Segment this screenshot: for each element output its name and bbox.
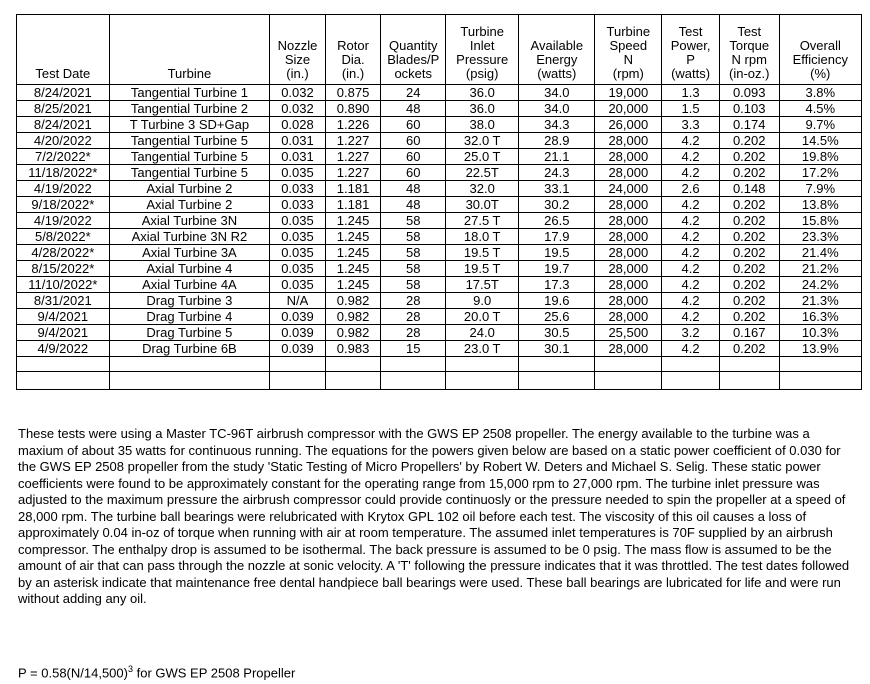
column-header-line: Dia. — [341, 52, 365, 67]
column-header-line: P — [686, 52, 695, 67]
table-cell: 38.0 — [446, 117, 519, 133]
table-cell: 1.245 — [325, 245, 381, 261]
table-cell: 22.5T — [446, 165, 519, 181]
table-row — [17, 181, 862, 197]
table-cell: 34.3 — [519, 117, 595, 133]
table-cell: 8/25/2021 — [17, 101, 110, 117]
table-cell: 21.4% — [779, 245, 861, 261]
table-cell: 26,000 — [595, 117, 662, 133]
column-header-line: Nozzle — [277, 38, 318, 53]
table-cell: 1.3 — [662, 85, 720, 101]
table-cell: 17.2% — [779, 165, 861, 181]
table-cell: 27.5 T — [446, 213, 519, 229]
table-cell: 58 — [381, 277, 446, 293]
table-cell: 17.3 — [519, 277, 595, 293]
table-cell: 30.0T — [446, 197, 519, 213]
column-header — [270, 15, 326, 85]
table-cell: 23.3% — [779, 229, 861, 245]
table-cell: 4/20/2022 — [17, 133, 110, 149]
table-cell: 1.245 — [325, 277, 381, 293]
table-cell: 58 — [381, 213, 446, 229]
table-cell: 21.1 — [519, 149, 595, 165]
column-header — [662, 15, 720, 85]
column-header-line: Speed — [609, 38, 648, 53]
table-cell: 48 — [381, 197, 446, 213]
power-formula — [18, 661, 295, 681]
table-cell: T Turbine 3 SD+Gap — [109, 117, 270, 133]
table-cell: 0.202 — [719, 261, 779, 277]
table-cell: 28,000 — [595, 213, 662, 229]
table-cell: 0.202 — [719, 341, 779, 357]
table-cell: Axial Turbine 3N R2 — [109, 229, 270, 245]
table-cell: 28,000 — [595, 229, 662, 245]
column-header-line: (in.) — [286, 66, 309, 81]
table-cell: 0.033 — [270, 181, 326, 197]
table-cell: 19.5 T — [446, 261, 519, 277]
table-cell: 0.202 — [719, 277, 779, 293]
table-cell: 34.0 — [519, 85, 595, 101]
table-cell: 36.0 — [446, 101, 519, 117]
table-cell: 4.2 — [662, 229, 720, 245]
table-cell: 48 — [381, 101, 446, 117]
table-cell: 19.5 — [519, 245, 595, 261]
table-cell: 9.0 — [446, 293, 519, 309]
table-cell: 24.2% — [779, 277, 861, 293]
table-cell: 0.039 — [270, 325, 326, 341]
table-cell: Axial Turbine 4 — [109, 261, 270, 277]
table-cell: 0.982 — [325, 325, 381, 341]
table-cell: 0.028 — [270, 117, 326, 133]
table-cell: Drag Turbine 5 — [109, 325, 270, 341]
table-cell: 1.245 — [325, 229, 381, 245]
table-cell: 28 — [381, 293, 446, 309]
table-cell: 0.039 — [270, 309, 326, 325]
table-cell: 0.035 — [270, 165, 326, 181]
table-cell: 0.202 — [719, 245, 779, 261]
column-header-line: Available — [530, 38, 584, 53]
table-cell: 1.227 — [325, 149, 381, 165]
table-row — [17, 277, 862, 293]
table-cell: 28,000 — [595, 133, 662, 149]
column-header-line: (watts) — [671, 66, 711, 81]
table-cell: 4.2 — [662, 309, 720, 325]
column-header-line: (in-oz.) — [729, 66, 770, 81]
table-cell: 1.227 — [325, 133, 381, 149]
column-header — [779, 15, 861, 85]
table-cell: 13.8% — [779, 197, 861, 213]
table-cell: 0.202 — [719, 293, 779, 309]
table-cell: 60 — [381, 149, 446, 165]
table-cell: 8/31/2021 — [17, 293, 110, 309]
column-header-line: ockets — [394, 66, 433, 81]
table-cell: 4.2 — [662, 133, 720, 149]
column-header-line: (watts) — [537, 66, 577, 81]
column-header-line: N rpm — [731, 52, 767, 67]
table-cell: 17.5T — [446, 277, 519, 293]
blank-row — [17, 357, 862, 372]
table-body — [17, 85, 862, 390]
table-cell: 4.2 — [662, 277, 720, 293]
table-cell: 3.3 — [662, 117, 720, 133]
column-header — [519, 15, 595, 85]
table-cell: 0.103 — [719, 101, 779, 117]
table-cell: 11/10/2022* — [17, 277, 110, 293]
table-cell: Axial Turbine 3A — [109, 245, 270, 261]
table-cell: 28,000 — [595, 341, 662, 357]
table-cell: 28,000 — [595, 197, 662, 213]
table-cell: 0.035 — [270, 245, 326, 261]
table-row — [17, 261, 862, 277]
table-cell: 0.167 — [719, 325, 779, 341]
column-header — [719, 15, 779, 85]
column-header-line: (psig) — [465, 66, 499, 81]
table-cell: 0.031 — [270, 133, 326, 149]
table-cell: 0.875 — [325, 85, 381, 101]
column-header — [381, 15, 446, 85]
column-header-line: Pressure — [456, 52, 509, 67]
table-cell: 0.035 — [270, 229, 326, 245]
table-cell: 7.9% — [779, 181, 861, 197]
table-cell: 4/19/2022 — [17, 181, 110, 197]
table-row — [17, 197, 862, 213]
table-cell: 21.3% — [779, 293, 861, 309]
table-cell: 4.2 — [662, 165, 720, 181]
table-cell: 28.9 — [519, 133, 595, 149]
table-cell: 19,000 — [595, 85, 662, 101]
column-header-line: Torque — [729, 38, 770, 53]
table-cell: 3.2 — [662, 325, 720, 341]
column-header — [109, 15, 270, 85]
column-header — [17, 15, 110, 85]
table-cell: 58 — [381, 245, 446, 261]
table-cell: 0.033 — [270, 197, 326, 213]
formula-suffix: for GWS EP 2508 Propeller — [133, 665, 296, 681]
table-cell: 60 — [381, 133, 446, 149]
table-cell: 14.5% — [779, 133, 861, 149]
table-cell: 0.035 — [270, 261, 326, 277]
table-cell: 1.5 — [662, 101, 720, 117]
table-cell: Tangential Turbine 1 — [109, 85, 270, 101]
table-cell: 17.9 — [519, 229, 595, 245]
table-cell: 16.3% — [779, 309, 861, 325]
results-table-container — [16, 14, 862, 390]
table-cell: 58 — [381, 261, 446, 277]
table-cell: 1.181 — [325, 181, 381, 197]
table-cell: 28,000 — [595, 149, 662, 165]
table-cell: 3.8% — [779, 85, 861, 101]
table-cell: 4/19/2022 — [17, 213, 110, 229]
table-cell: 4.5% — [779, 101, 861, 117]
table-cell: 0.035 — [270, 213, 326, 229]
table-cell: 11/18/2022* — [17, 165, 110, 181]
table-cell: 0.035 — [270, 277, 326, 293]
table-row — [17, 133, 862, 149]
table-cell: 9.7% — [779, 117, 861, 133]
table-cell: 0.202 — [719, 165, 779, 181]
table-row — [17, 293, 862, 309]
table-cell: Tangential Turbine 5 — [109, 165, 270, 181]
table-cell: 28 — [381, 325, 446, 341]
table-cell: 4.2 — [662, 197, 720, 213]
column-header-line: Turbine — [606, 24, 651, 39]
table-cell: 0.032 — [270, 85, 326, 101]
table-cell: Axial Turbine 2 — [109, 181, 270, 197]
table-cell: 5/8/2022* — [17, 229, 110, 245]
table-cell: 2.6 — [662, 181, 720, 197]
table-cell: 20.0 T — [446, 309, 519, 325]
table-cell: 8/24/2021 — [17, 85, 110, 101]
table-cell: 58 — [381, 229, 446, 245]
column-header-line: Inlet — [469, 38, 495, 53]
column-header-line: (rpm) — [612, 66, 644, 81]
table-row — [17, 149, 862, 165]
table-row — [17, 85, 862, 101]
column-header-line: (in.) — [341, 66, 365, 81]
table-cell: 28,000 — [595, 245, 662, 261]
table-cell: 19.7 — [519, 261, 595, 277]
column-header-line: Size — [284, 52, 311, 67]
table-cell: 0.148 — [719, 181, 779, 197]
table-row — [17, 341, 862, 357]
table-cell: 4/9/2022 — [17, 341, 110, 357]
table-cell: 0.982 — [325, 309, 381, 325]
table-cell: 4.2 — [662, 213, 720, 229]
table-cell: 0.032 — [270, 101, 326, 117]
table-cell: 28,000 — [595, 293, 662, 309]
column-header-line: Quantity — [389, 38, 438, 53]
table-cell: 60 — [381, 165, 446, 181]
table-cell: Drag Turbine 4 — [109, 309, 270, 325]
column-header-line: Power, — [670, 38, 711, 53]
table-cell: Tangential Turbine 5 — [109, 133, 270, 149]
column-header-line: Rotor — [337, 38, 369, 53]
table-cell: 4.2 — [662, 261, 720, 277]
column-header-line: Test — [678, 24, 703, 39]
table-cell: Tangential Turbine 5 — [109, 149, 270, 165]
formula-exponent: 3 — [127, 664, 133, 674]
table-cell: 1.226 — [325, 117, 381, 133]
table-cell: 33.1 — [519, 181, 595, 197]
table-row — [17, 309, 862, 325]
table-cell: 48 — [381, 181, 446, 197]
table-cell: 60 — [381, 117, 446, 133]
table-cell: 8/24/2021 — [17, 117, 110, 133]
table-cell: Axial Turbine 4A — [109, 277, 270, 293]
table-cell: 25,500 — [595, 325, 662, 341]
table-cell: 32.0 — [446, 181, 519, 197]
column-header-line: Overall — [799, 38, 841, 53]
table-cell: 0.983 — [325, 341, 381, 357]
table-cell: 1.245 — [325, 261, 381, 277]
table-cell: 30.2 — [519, 197, 595, 213]
table-cell: 0.174 — [719, 117, 779, 133]
table-cell: 0.982 — [325, 293, 381, 309]
table-cell: 0.202 — [719, 149, 779, 165]
formula-prefix: P = 0.58(N/14,500) — [18, 665, 128, 681]
table-cell: 18.0 T — [446, 229, 519, 245]
table-cell: 19.5 T — [446, 245, 519, 261]
table-cell: 28,000 — [595, 261, 662, 277]
table-cell: 28,000 — [595, 165, 662, 181]
table-header-row — [17, 15, 862, 85]
table-cell: 9/18/2022* — [17, 197, 110, 213]
table-cell: Tangential Turbine 2 — [109, 101, 270, 117]
table-cell: 32.0 T — [446, 133, 519, 149]
table-cell: 30.5 — [519, 325, 595, 341]
table-cell: 4.2 — [662, 341, 720, 357]
table-cell: 1.181 — [325, 197, 381, 213]
table-cell: 9/4/2021 — [17, 309, 110, 325]
table-cell: 21.2% — [779, 261, 861, 277]
table-cell: 1.245 — [325, 213, 381, 229]
table-cell: 24.0 — [446, 325, 519, 341]
column-header-line: Test — [737, 24, 762, 39]
column-header-line: Turbine — [460, 24, 504, 39]
table-cell: 28 — [381, 309, 446, 325]
table-cell: 25.6 — [519, 309, 595, 325]
table-row — [17, 229, 862, 245]
table-cell: Axial Turbine 3N — [109, 213, 270, 229]
table-cell: Drag Turbine 6B — [109, 341, 270, 357]
table-row — [17, 325, 862, 341]
table-cell: 19.8% — [779, 149, 861, 165]
table-cell: 4.2 — [662, 245, 720, 261]
table-cell: 15 — [381, 341, 446, 357]
table-row — [17, 165, 862, 181]
blank-row — [17, 372, 862, 390]
table-cell: 0.031 — [270, 149, 326, 165]
column-header-line: Test Date — [35, 66, 91, 81]
table-cell: 4.2 — [662, 293, 720, 309]
table-cell: Drag Turbine 3 — [109, 293, 270, 309]
table-cell: 7/2/2022* — [17, 149, 110, 165]
table-cell: 4/28/2022* — [17, 245, 110, 261]
table-cell: 8/15/2022* — [17, 261, 110, 277]
table-cell: 28,000 — [595, 277, 662, 293]
column-header-line: (%) — [810, 66, 831, 81]
table-cell: 0.202 — [719, 229, 779, 245]
table-cell: 0.202 — [719, 213, 779, 229]
table-cell: 25.0 T — [446, 149, 519, 165]
column-header-line: Energy — [536, 52, 578, 67]
table-row — [17, 101, 862, 117]
column-header — [325, 15, 381, 85]
table-cell: 20,000 — [595, 101, 662, 117]
table-cell: 15.8% — [779, 213, 861, 229]
table-cell: 0.202 — [719, 309, 779, 325]
table-row — [17, 213, 862, 229]
table-row — [17, 245, 862, 261]
test-notes-paragraph: These tests were using a Master TC-96T airbrush compressor with the GWS EP 2508 propeller. The energy available to the turbine was a maxium of about 35 watts for continuous running. The equations for the powers given below are based on a static power coefficient of 0.030 for the GWS EP 2508 propeller from the study 'Static Testing of Micro Propellers' by Robert W. Deters and Michael S. Selig. These static power coefficients were found to be approximately constant for the operating range from 15,000 rpm to 27,000 rpm. The turbine inlet pressure was adjusted to the maximum pressure the airbrush compressor could provide continuosly or the pressure needed to spin the propeller at a speed of 28,000 rpm. The turbine ball bearings were relubricated with Krytox GPL 102 oil before each test. The viscosity of this oil causes a loss of approximately 0.04 in-oz of torque when running with air at room temperature. The assumed inlet temperatures is 70F supplied by an airbrush compressor. The enthalpy drop is assumed to be isothermal. The back pressure is assumed to be 0 psig. The mass flow is assumed to be the amount of air that can pass through the nozzle at sonic velocity. A 'T' following the pressure indicates that it was throttled. The test dates followed by an asterisk indicate that maintenance free dental handpiece ball bearings were used. These ball bearings are lubricated for life and were run without adding any oil. — [18, 426, 850, 606]
table-cell: 0.202 — [719, 197, 779, 213]
table-cell: Axial Turbine 2 — [109, 197, 270, 213]
table-cell: 24.3 — [519, 165, 595, 181]
table-cell: 26.5 — [519, 213, 595, 229]
table-cell: 0.890 — [325, 101, 381, 117]
table-cell: 4.2 — [662, 149, 720, 165]
column-header — [446, 15, 519, 85]
column-header-line: Efficiency — [792, 52, 848, 67]
table-cell: 24,000 — [595, 181, 662, 197]
table-cell: 23.0 T — [446, 341, 519, 357]
table-row — [17, 117, 862, 133]
column-header-line: N — [623, 52, 634, 67]
turbine-test-results-table — [16, 14, 862, 390]
table-cell: 34.0 — [519, 101, 595, 117]
table-cell: 36.0 — [446, 85, 519, 101]
table-cell: 30.1 — [519, 341, 595, 357]
column-header-line: Blades/P — [387, 52, 440, 67]
table-cell: 24 — [381, 85, 446, 101]
table-cell: 9/4/2021 — [17, 325, 110, 341]
table-cell: 1.227 — [325, 165, 381, 181]
column-header — [595, 15, 662, 85]
table-cell: 10.3% — [779, 325, 861, 341]
table-cell: 19.6 — [519, 293, 595, 309]
table-cell: 28,000 — [595, 309, 662, 325]
table-cell: 0.093 — [719, 85, 779, 101]
table-cell: 0.202 — [719, 133, 779, 149]
table-cell: 0.039 — [270, 341, 326, 357]
table-cell: 13.9% — [779, 341, 861, 357]
column-header-line: Turbine — [167, 66, 212, 81]
table-cell: N/A — [270, 293, 326, 309]
